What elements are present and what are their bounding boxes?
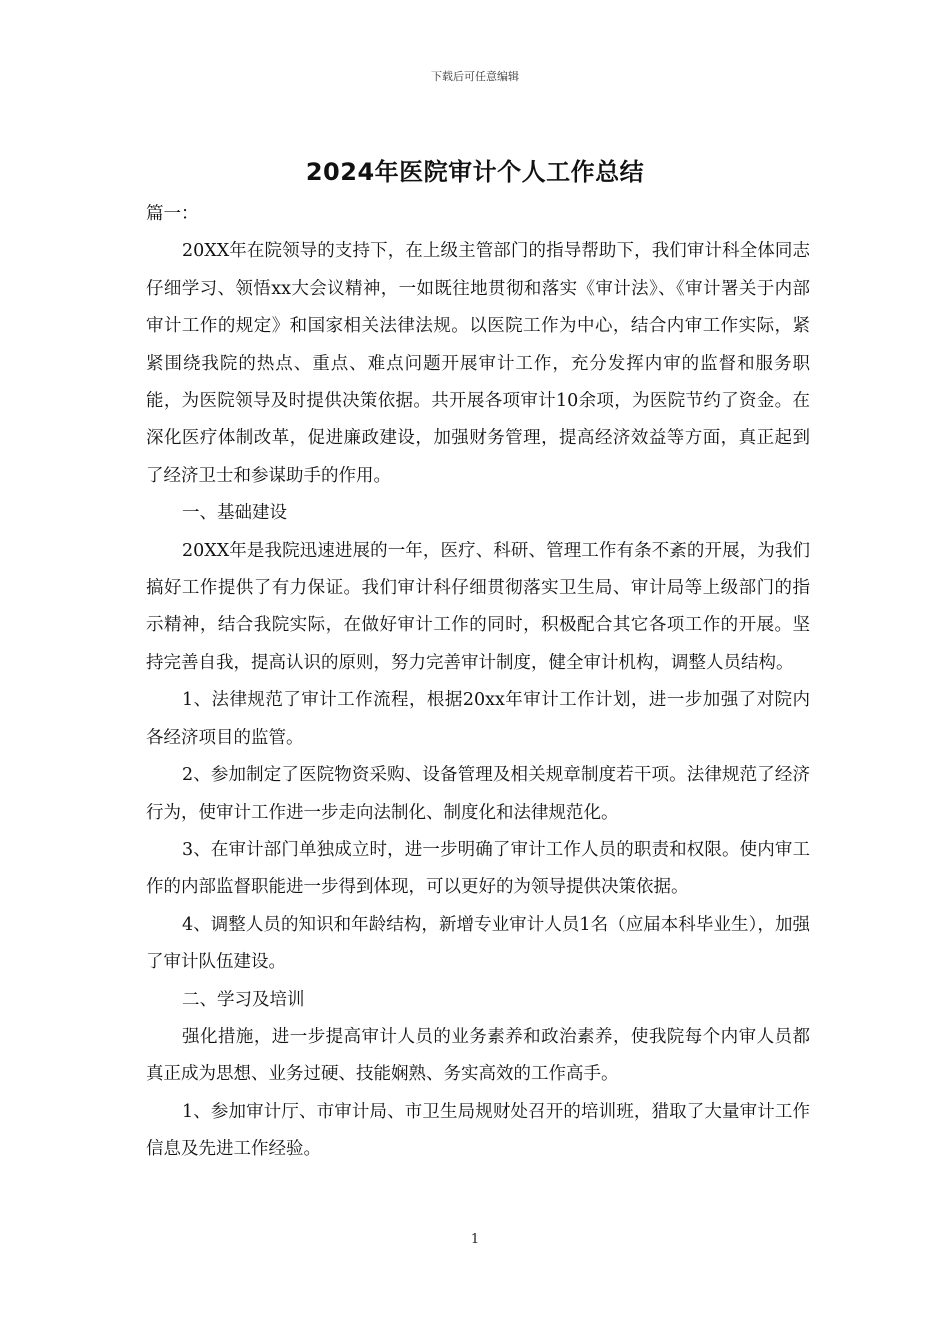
section-label: 篇一： [146,204,199,224]
section-heading-basic-construction: 一、基础建设 [182,503,287,524]
list-item-3: 3、在审计部门单独成立时，进一步明确了审计工作人员的职责和权限。使内审工作的内部监督职能进一步得到体现，可以更好的为领导提供决策依据。 [146,839,810,898]
header-note: 下载后可任意编辑 [431,70,519,83]
list-item-4: 4、调整人员的知识和年龄结构，新增专业审计人员1名（应届本科毕业生），加强了审计队伍建设。 [146,914,810,973]
training-paragraph: 强化措施，进一步提高审计人员的业务素养和政治素养，使我院每个内审人员都真正成为思想、业务过硬、技能娴熟、务实高效的工作高手。 [146,1026,810,1085]
training-list-item-1: 1、参加审计厅、市审计局、市卫生局规财处召开的培训班，猎取了大量审计工作信息及先进工作经验。 [146,1101,810,1160]
list-item-2: 2、参加制定了医院物资采购、设备管理及相关规章制度若干项。法律规范了经济行为，使审计工作进一步走向法制化、制度化和法律规范化。 [146,765,810,823]
document-body [146,196,810,1169]
intro-paragraph: 20XX年在院领导的支持下，在上级主管部门的指导帮助下，我们审计科全体同志仔细学习、领悟xx大会议精神，一如既往地贯彻和落实《审计法》、《审计署关于内部审计工作的规定》和国家相关法律法规。以医院工作为中心，结合内审工作实际，紧紧围绕我院的热点、重点、难点问题开展审计工作，充分发挥内审的监督和服务职能，为医院领导及时提供决策依据。共开展各项审计10余项，为医院节约了资金。在深化医疗体制改革，促进廉政建设，加强财务管理，提高经济效益等方面，真正起到了经济卫士和参谋助手的作用。 [146,241,810,486]
document-title: 2024年医院审计个人工作总结 [305,158,645,186]
basic-construction-paragraph: 20XX年是我院迅速进展的一年，医疗、科研、管理工作有条不紊的开展，为我们搞好工作提供了有力保证。我们审计科仔细贯彻落实卫生局、审计局等上级部门的指示精神，结合我院实际，在做好审计工作的同时，积极配合其它各项工作的开展。坚持完善自我，提高认识的原则，努力完善审计制度，健全审计机构，调整人员结构。 [146,540,810,673]
list-item-1: 1、法律规范了审计工作流程，根据20xx年审计工作计划，进一步加强了对院内各经济项目的监管。 [146,690,810,748]
section-heading-training: 二、学习及培训 [182,989,305,1010]
page-number: 1 [470,1232,480,1247]
